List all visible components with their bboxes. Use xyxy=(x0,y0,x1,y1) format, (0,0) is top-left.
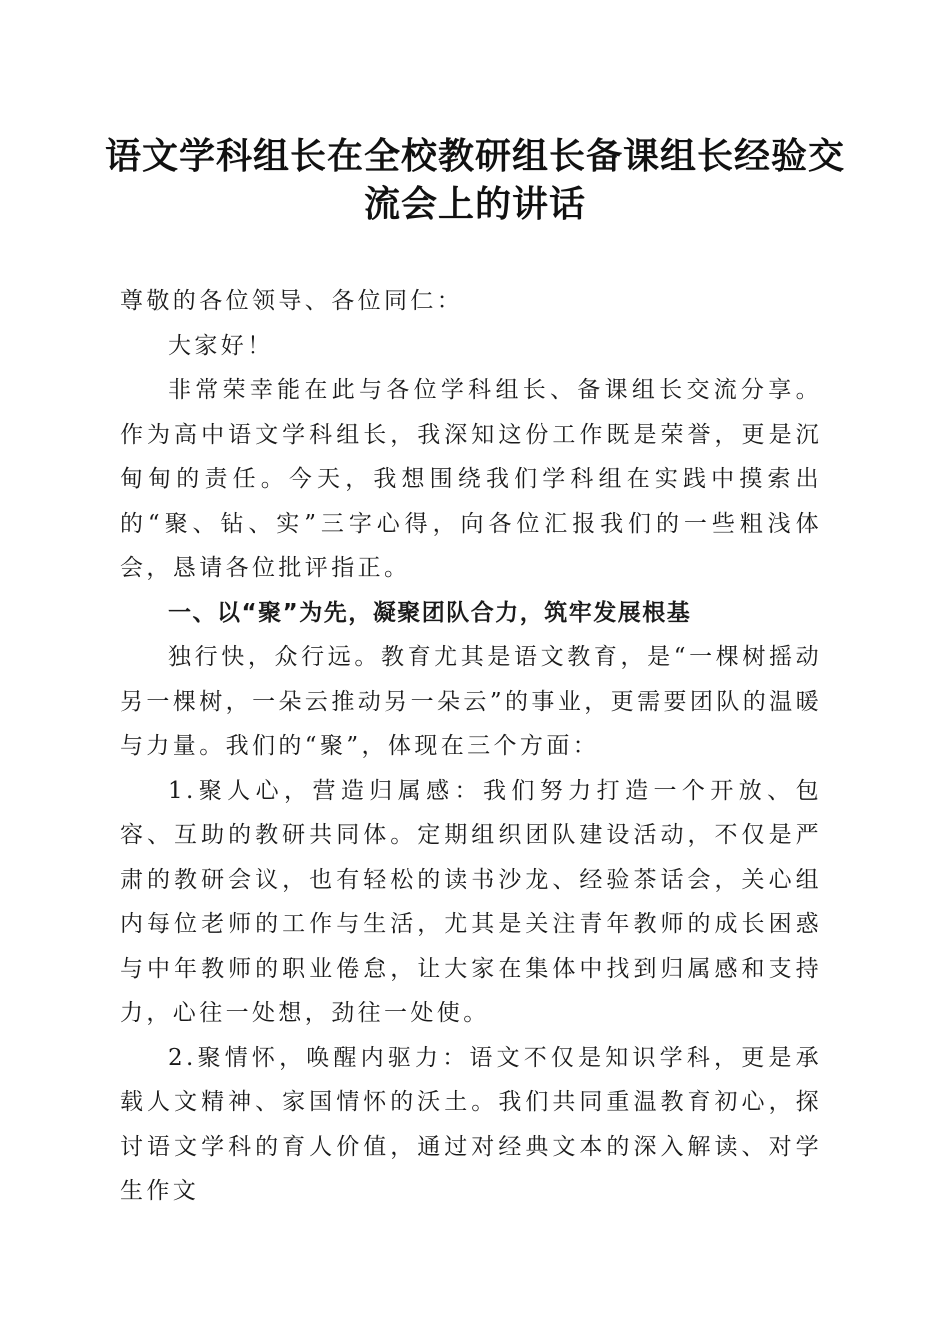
section-heading: 一、以“聚”为先，凝聚团队合力，筑牢发展根基 xyxy=(168,599,692,626)
greeting: 大家好！ xyxy=(168,332,274,359)
salutation: 尊敬的各位领导、各位同仁： xyxy=(120,288,464,314)
document-title: 语文学科组长在全校教研组长备课组长经验交流会上的讲话 xyxy=(104,135,845,225)
point-paragraph-1: 1.聚人心，营造归属感：我们努力打造一个开放、包容、互助的教研共同体。定期组织团队建设活动，不仅是严肃的教研会议，也有轻松的读书沙龙、经验茶话会，关心组内每位老师的工作与生活，尤其是关注青年教师的成长困惑与中年教师的职业倦怠，让大家在集体中找到归属感和支持力，心往一处想，劲往一处使。 xyxy=(120,777,822,1026)
section-lead-paragraph: 独行快，众行远。教育尤其是语文教育，是“一棵树摇动另一棵树，一朵云推动另一朵云”的事业，更需要团队的温暖与力量。我们的“聚”，体现在三个方面： xyxy=(120,644,822,759)
intro-paragraph: 非常荣幸能在此与各位学科组长、备课组长交流分享。作为高中语文学科组长，我深知这份工作既是荣誉，更是沉甸甸的责任。今天，我想围绕我们学科组在实践中摸索出的“聚、钻、实”三字心得，向各位汇报我们的一些粗浅体会，恳请各位批评指正。 xyxy=(120,377,822,581)
point-paragraph-2: 2.聚情怀，唤醒内驱力：语文不仅是知识学科，更是承载人文精神、家国情怀的沃土。我们共同重温教育初心，探讨语文学科的育人价值，通过对经典文本的深入解读、对学生作文 xyxy=(120,1044,822,1204)
document-body xyxy=(120,279,822,1214)
